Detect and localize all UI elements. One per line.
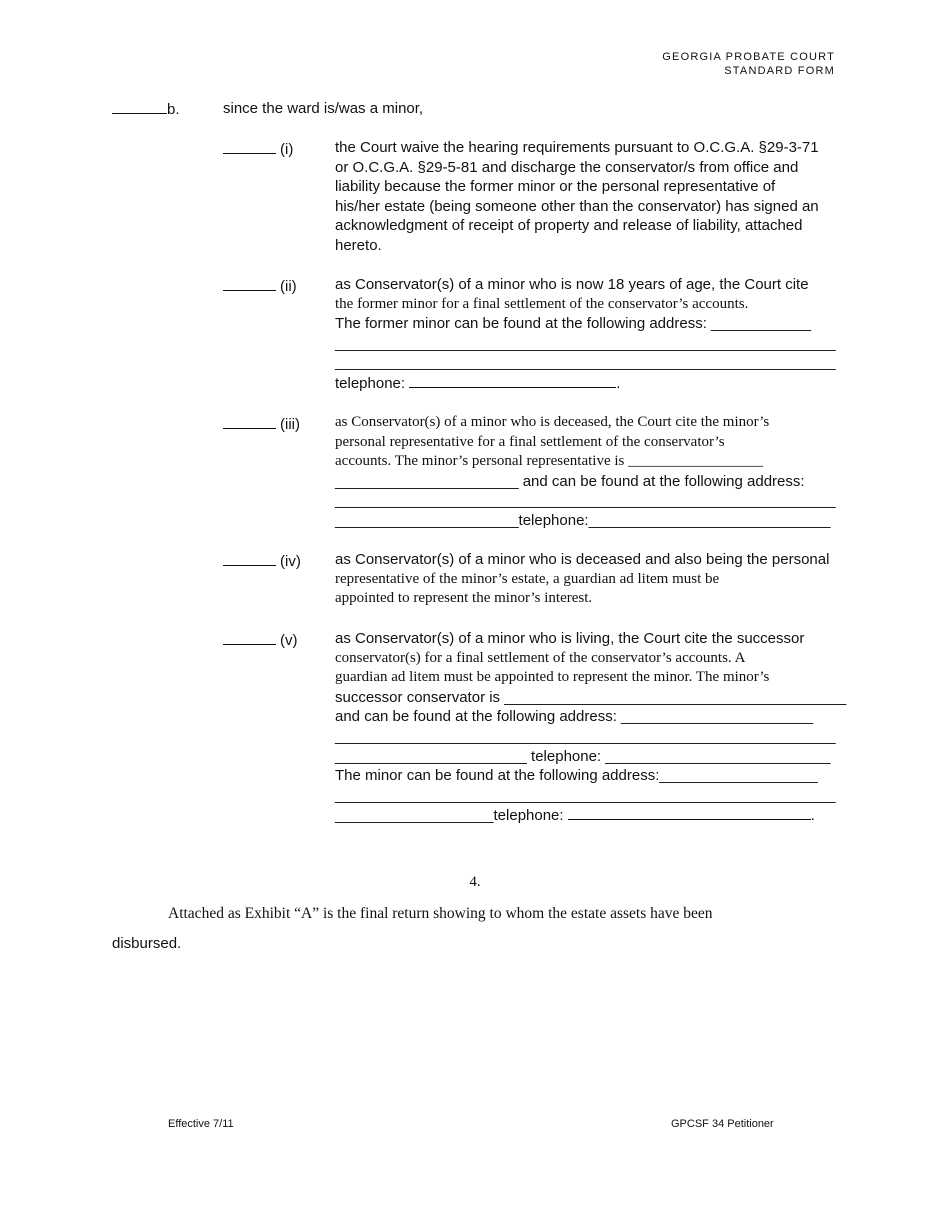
item-ii-telephone-label: telephone:: [335, 374, 406, 392]
item-b-checkbox-blank[interactable]: [112, 99, 167, 114]
item-v-text: [335, 629, 847, 826]
item-ii-num: (ii): [280, 278, 297, 295]
item-v-line: _______________________ telephone: ___________________________: [335, 747, 831, 765]
item-i-line: hereto.: [335, 236, 382, 254]
item-v-line: The minor can be found at the following address:___________________: [335, 767, 818, 785]
item-i-line: liability because the former minor or the personal representative of: [335, 178, 776, 196]
item-iii-line: ______________________telephone:_____________________________: [335, 511, 831, 529]
item-iii-line: accounts. The minor’s personal representative is __________________: [335, 453, 764, 470]
item-i-text: [335, 138, 840, 256]
item-ii-line: ____________________________________________________________: [335, 354, 836, 372]
item-v-telephone-label: ___________________telephone:: [335, 807, 564, 825]
item-v-telephone-end: .: [810, 807, 815, 825]
item-i-line: the Court waive the hearing requirements pursuant to O.C.G.A. §29-3-71: [335, 139, 819, 156]
item-iii-text: [335, 413, 840, 531]
item-v-num: (v): [280, 632, 298, 649]
item-ii-line: ____________________________________________________________: [335, 334, 836, 352]
item-ii-line: The former minor can be found at the following address: ____________: [335, 315, 812, 333]
item-i-marker: [223, 139, 293, 160]
item-v-line: and can be found at the following address: _______________________: [335, 708, 813, 726]
item-iii-blank[interactable]: [223, 414, 276, 429]
item-ii-telephone-end: .: [616, 374, 621, 392]
item-v-blank[interactable]: [223, 630, 276, 645]
item-ii-marker: [223, 276, 297, 297]
item-iv-marker: [223, 551, 301, 572]
item-ii-telephone-field[interactable]: [409, 373, 616, 388]
item-iv-line: as Conservator(s) of a minor who is deceased and also being the personal: [335, 551, 830, 568]
item-b-marker: [112, 99, 180, 120]
item-v-line: ____________________________________________________________: [335, 786, 836, 804]
item-v-telephone-field[interactable]: [568, 805, 811, 820]
item-v-line: as Conservator(s) of a minor who is living, the Court cite the successor: [335, 630, 805, 647]
item-iv-blank[interactable]: [223, 551, 276, 566]
item-ii-text: [335, 275, 840, 394]
item-v-line: conservator(s) for a final settlement of the conservator’s accounts. A: [335, 649, 746, 666]
item-iii-num: (iii): [280, 416, 300, 433]
item-iv-line: representative of the minor’s estate, a guardian ad litem must be: [335, 570, 720, 587]
item-ii-line: the former minor for a final settlement of the conservator’s accounts.: [335, 295, 749, 312]
item-v-marker: [223, 630, 298, 651]
item-iii-line: as Conservator(s) of a minor who is deceased, the Court cite the minor’s: [335, 414, 770, 430]
form-header: [662, 50, 835, 78]
section-4-paragraph-line-1: Attached as Exhibit “A” is the final return showing to whom the estate assets have been: [168, 905, 713, 922]
item-iii-line: personal representative for a final settlement of the conservator’s: [335, 433, 725, 450]
item-i-blank[interactable]: [223, 139, 276, 154]
item-iv-num: (iv): [280, 553, 301, 570]
item-ii-line: as Conservator(s) of a minor who is now 18 years of age, the Court cite: [335, 276, 809, 293]
item-ii-blank[interactable]: [223, 276, 276, 291]
section-4-paragraph-line-2: disbursed.: [112, 935, 182, 952]
item-iii-marker: [223, 414, 300, 435]
item-v-telephone-line: [335, 805, 840, 826]
item-v-line: guardian ad litem must be appointed to represent the minor. The minor’s: [335, 669, 770, 686]
footer-effective-date: Effective 7/11: [168, 1118, 234, 1130]
item-iii-line: ______________________ and can be found at the following address:: [335, 472, 805, 490]
item-i-num: (i): [280, 141, 294, 158]
footer-form-id: GPCSF 34 Petitioner: [671, 1118, 774, 1130]
item-b-text: since the ward is/was a minor,: [223, 100, 424, 117]
item-iv-line: appointed to represent the minor’s interest.: [335, 590, 593, 607]
item-v-line: ____________________________________________________________: [335, 727, 836, 745]
item-ii-telephone-line: [335, 373, 840, 394]
item-i-line: or O.C.G.A. §29-5-81 and discharge the conservator/s from office and: [335, 158, 799, 176]
item-iii-line: ____________________________________________________________: [335, 492, 836, 510]
section-number: 4.: [469, 874, 481, 890]
item-b-label: b.: [167, 101, 180, 118]
item-i-line: acknowledgment of receipt of property and release of liability, attached: [335, 217, 803, 235]
form-type: STANDARD FORM: [724, 65, 835, 77]
item-v-line: successor conservator is _________________________________________: [335, 688, 847, 706]
court-name: GEORGIA PROBATE COURT: [662, 51, 835, 63]
item-i-line: his/her estate (being someone other than the conservator) has signed an: [335, 197, 819, 215]
item-iv-text: [335, 550, 840, 609]
